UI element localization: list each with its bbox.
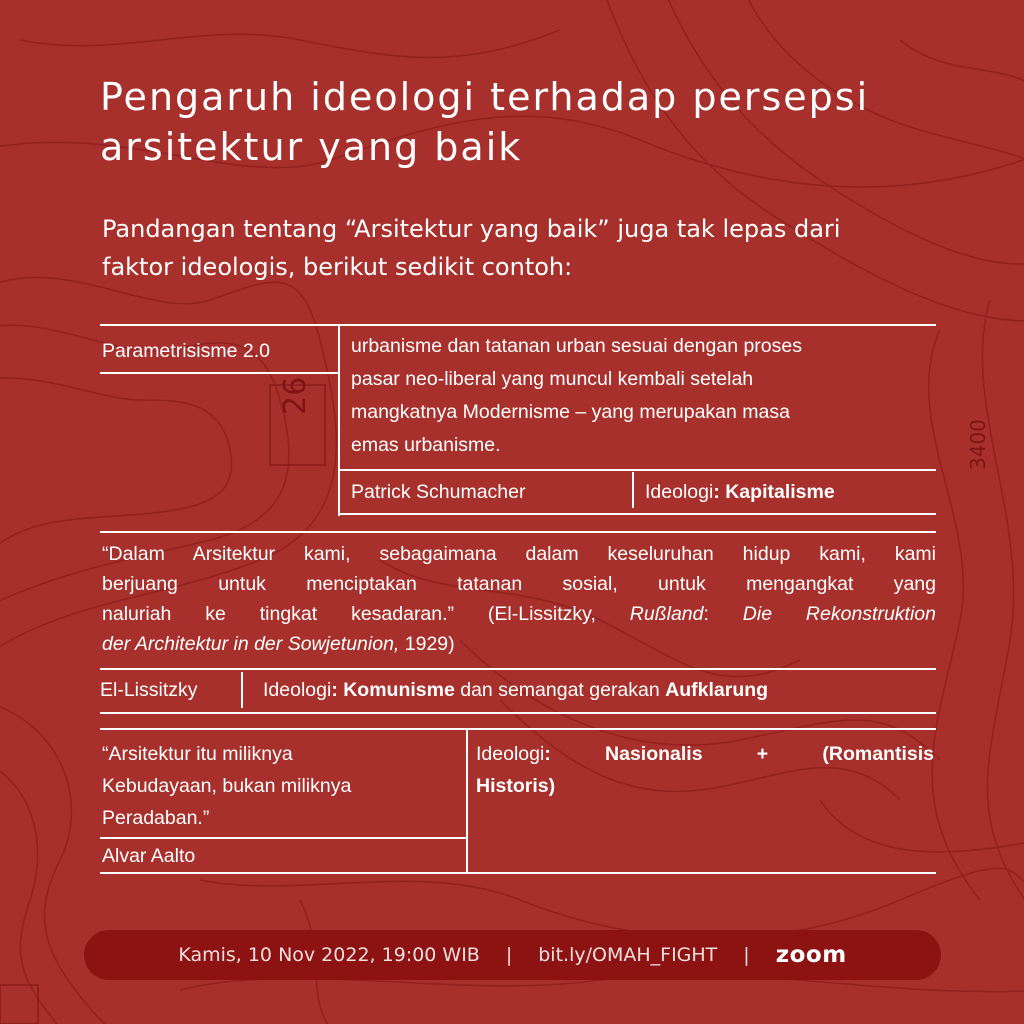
divider <box>338 324 340 516</box>
page-title-line2: arsitektur yang baik <box>100 125 523 169</box>
aalto-author: Alvar Aalto <box>102 845 196 867</box>
lissitzky-ideology: Ideologi: Komunisme dan semangat gerakan Aufklarung <box>263 679 769 701</box>
divider <box>241 672 243 708</box>
schumacher-author: Patrick Schumacher <box>351 481 526 503</box>
divider <box>100 872 936 874</box>
page-title <box>100 72 960 172</box>
event-info-bar <box>84 930 941 980</box>
separator: | <box>743 944 750 966</box>
divider <box>338 469 936 471</box>
divider <box>466 728 468 874</box>
registration-link[interactable]: bit.ly/OMAH_FIGHT <box>538 944 718 966</box>
divider <box>100 531 936 533</box>
lissitzky-author: El-Lissitzky <box>100 679 198 701</box>
intro-text <box>102 210 942 286</box>
map-label-26: 26 <box>278 376 313 415</box>
divider <box>100 372 338 374</box>
zoom-logo: zoom <box>775 942 847 968</box>
intro-line2: faktor ideologis, berikut sedikit contoh: <box>102 253 573 281</box>
schumacher-ideology: Ideologi: Kapitalisme <box>645 481 835 503</box>
event-date: Kamis, 10 Nov 2022, 19:00 WIB <box>178 944 480 966</box>
divider <box>338 513 936 515</box>
divider <box>100 837 466 839</box>
intro-line1: Pandangan tentang “Arsitektur yang baik” juga tak lepas dari <box>102 215 841 243</box>
page-title-line1: Pengaruh ideologi terhadap persepsi <box>100 75 870 119</box>
aalto-quote: “Arsitektur itu miliknya Kebudayaan, bukan miliknya Peradaban.” <box>102 743 352 829</box>
divider <box>632 472 634 508</box>
divider <box>100 712 936 714</box>
separator: | <box>505 944 513 966</box>
divider <box>100 668 936 670</box>
schumacher-quote: urbanisme dan tatanan urban sesuai dengan proses pasar neo-liberal yang muncul kembali setelah mangkatnya Modernisme – yang merupakan masa emas urbanisme. <box>351 335 802 456</box>
lissitzky-quote: “Dalam Arsitektur kami, sebagaimana dalam keseluruhan hidup kami, kami berjuang untuk menciptakan tatanan sosial, untuk mengangkat yang naluriah ke tingkat kesadaran.” (El-Lissitzky, Rußland: Die Rekonstruktion der Architektur in der Sowjetunion, 1929) <box>102 543 936 655</box>
aalto-ideology: Ideologi: Nasionalis + (Romantisis Historis) <box>476 743 934 797</box>
map-label-3400: 3400 <box>966 419 990 470</box>
divider <box>100 728 936 730</box>
schumacher-label: Parametrisisme 2.0 <box>102 340 270 362</box>
divider <box>100 324 936 326</box>
